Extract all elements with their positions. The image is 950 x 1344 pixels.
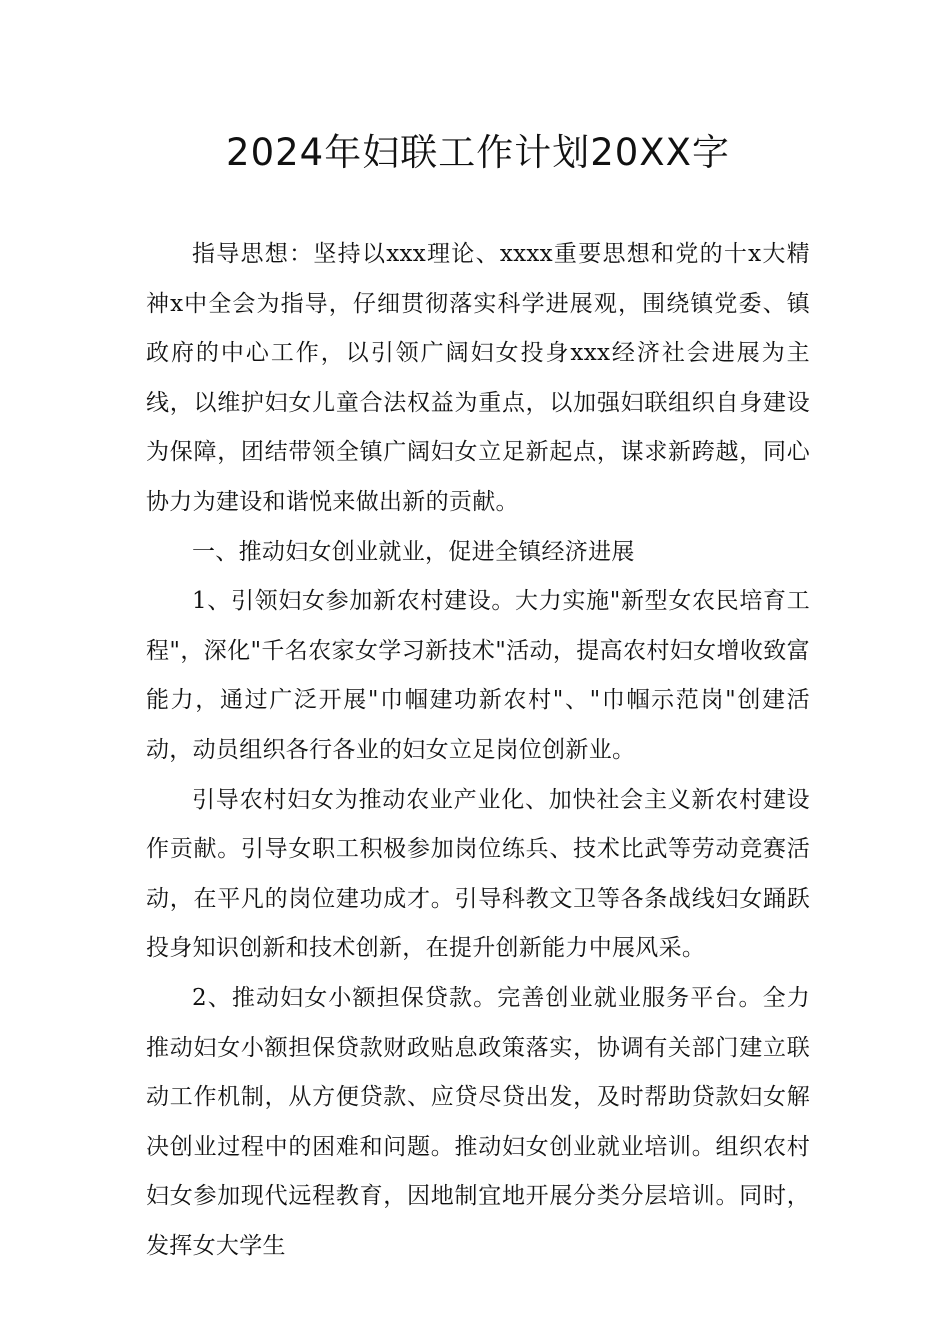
document-title: 2024年妇联工作计划20XX字 [226, 131, 730, 174]
paragraph-item-1: 1、引领妇女参加新农村建设。大力实施"新型女农民培育工程"，深化"千名农家女学习新技术"活动，提高农村妇女增收致富能力，通过广泛开展"巾帼建功新农村"、"巾帼示范岗"创建活动，动员组织各行各业的妇女立足岗位创新业。 [146, 588, 810, 763]
paragraph-guiding-ideology: 指导思想：坚持以xxx理论、xxxx重要思想和党的十x大精神x中全会为指导，仔细贯彻落实科学进展观，围绕镇党委、镇政府的中心工作，以引领广阔妇女投身xxx经济社会进展为主线，以维护妇女儿童合法权益为重点，以加强妇联组织自身建设为保障，团结带领全镇广阔妇女立足新起点，谋求新跨越，同心协力为建设和谐悦来做出新的贡献。 [146, 241, 810, 515]
paragraph-item-2: 2、推动妇女小额担保贷款。完善创业就业服务平台。全力推动妇女小额担保贷款财政贴息政策落实，协调有关部门建立联动工作机制，从方便贷款、应贷尽贷出发，及时帮助贷款妇女解决创业过程中的困难和问题。推动妇女创业就业培训。组织农村妇女参加现代远程教育，因地制宜地开展分类分层培训。同时，发挥女大学生 [146, 984, 810, 1259]
section-heading-1: 一、推动妇女创业就业，促进全镇经济进展 [192, 538, 635, 565]
paragraph-guidance: 引导农村妇女为推动农业产业化、加快社会主义新农村建设作贡献。引导女职工积极参加岗位练兵、技术比武等劳动竞赛活动，在平凡的岗位建功成才。引导科教文卫等各条战线妇女踊跃投身知识创新和技术创新，在提升创新能力中展风采。 [146, 786, 810, 962]
document-body [146, 230, 810, 1271]
